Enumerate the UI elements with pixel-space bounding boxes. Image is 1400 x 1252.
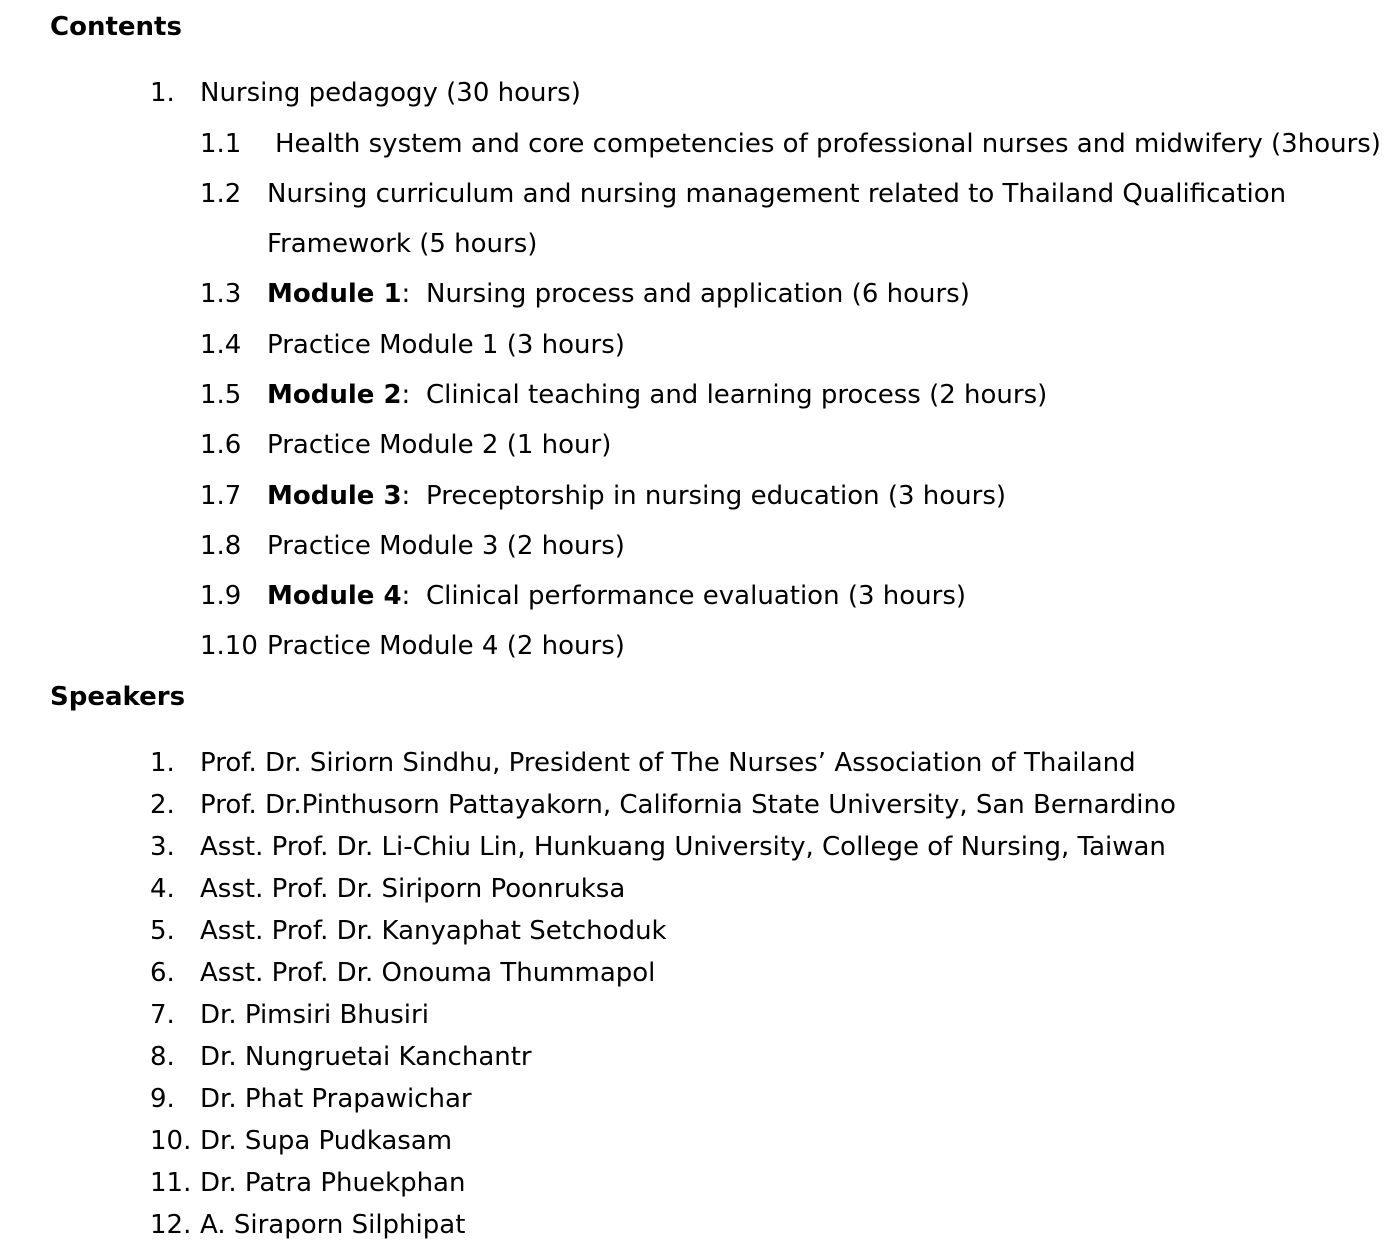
speaker-name: Asst. Prof. Dr. Li-Chiu Lin, Hunkuang University, College of Nursing, Taiwan: [200, 832, 1166, 862]
item-text: Practice Module 3 (2 hours): [267, 531, 625, 561]
module-label: Module 2: [267, 380, 402, 410]
speaker-number: 1.: [150, 748, 175, 778]
item-number: 1.9: [200, 581, 242, 611]
speaker-name: Asst. Prof. Dr. Siriporn Poonruksa: [200, 874, 626, 904]
module-description: Clinical teaching and learning process (2 hours): [426, 380, 1048, 410]
module-label: Module 3: [267, 481, 402, 511]
item-number: 1.1: [200, 129, 242, 159]
speaker-name: Dr. Nungruetai Kanchantr: [200, 1042, 532, 1072]
module-title: [267, 483, 410, 509]
speaker-number: 3.: [150, 832, 175, 862]
speaker-number: 7.: [150, 1000, 175, 1030]
item-number: 1.7: [200, 481, 242, 511]
item-number: 1.8: [200, 531, 242, 561]
speaker-number: 12.: [150, 1210, 192, 1240]
module-description: Nursing process and application (6 hours): [426, 279, 970, 309]
item-text: Practice Module 1 (3 hours): [267, 330, 625, 360]
item-number: 1.10: [200, 631, 258, 661]
item-text: Health system and core competencies of professional nurses and midwifery (3hours): [275, 129, 1381, 159]
speaker-number: 9.: [150, 1084, 175, 1114]
item-text: Practice Module 4 (2 hours): [267, 631, 625, 661]
module-colon: :: [401, 581, 411, 611]
speakers-heading: Speakers: [50, 682, 186, 712]
speaker-name: Dr. Phat Prapawichar: [200, 1084, 472, 1114]
module-label: Module 1: [267, 279, 402, 309]
module-colon: :: [401, 481, 411, 511]
speaker-name: A. Siraporn Silphipat: [200, 1210, 466, 1240]
item-number: 1.5: [200, 380, 242, 410]
module-description: Preceptorship in nursing education (3 hours): [426, 481, 1007, 511]
speaker-number: 10.: [150, 1126, 192, 1156]
section-title: Nursing pedagogy (30 hours): [200, 78, 581, 108]
module-title: [267, 583, 410, 609]
item-text-line2: Framework (5 hours): [267, 229, 538, 259]
contents-heading: Contents: [50, 12, 182, 42]
module-title: [267, 382, 410, 408]
module-title: [267, 281, 410, 307]
speaker-name: Dr. Pimsiri Bhusiri: [200, 1000, 429, 1030]
item-number: 1.3: [200, 279, 242, 309]
speaker-number: 4.: [150, 874, 175, 904]
speaker-name: Prof. Dr.Pinthusorn Pattayakorn, California State University, San Bernardino: [200, 790, 1176, 820]
module-description: Clinical performance evaluation (3 hours): [426, 581, 967, 611]
speaker-number: 5.: [150, 916, 175, 946]
module-colon: :: [401, 279, 411, 309]
item-number: 1.6: [200, 430, 242, 460]
item-text-line1: Nursing curriculum and nursing management related to Thailand Qualification: [267, 179, 1287, 209]
speaker-number: 2.: [150, 790, 175, 820]
speaker-number: 8.: [150, 1042, 175, 1072]
item-text: Practice Module 2 (1 hour): [267, 430, 612, 460]
speaker-number: 6.: [150, 958, 175, 988]
speaker-name: Asst. Prof. Dr. Onouma Thummapol: [200, 958, 656, 988]
module-colon: :: [401, 380, 411, 410]
speaker-name: Asst. Prof. Dr. Kanyaphat Setchoduk: [200, 916, 667, 946]
speaker-name: Dr. Supa Pudkasam: [200, 1126, 453, 1156]
item-number: 1.4: [200, 330, 242, 360]
speaker-number: 11.: [150, 1168, 192, 1198]
speaker-name: Dr. Patra Phuekphan: [200, 1168, 466, 1198]
item-number: 1.2: [200, 179, 242, 209]
speaker-name: Prof. Dr. Siriorn Sindhu, President of The Nurses’ Association of Thailand: [200, 748, 1136, 778]
section-number: 1.: [150, 78, 175, 108]
module-label: Module 4: [267, 581, 402, 611]
